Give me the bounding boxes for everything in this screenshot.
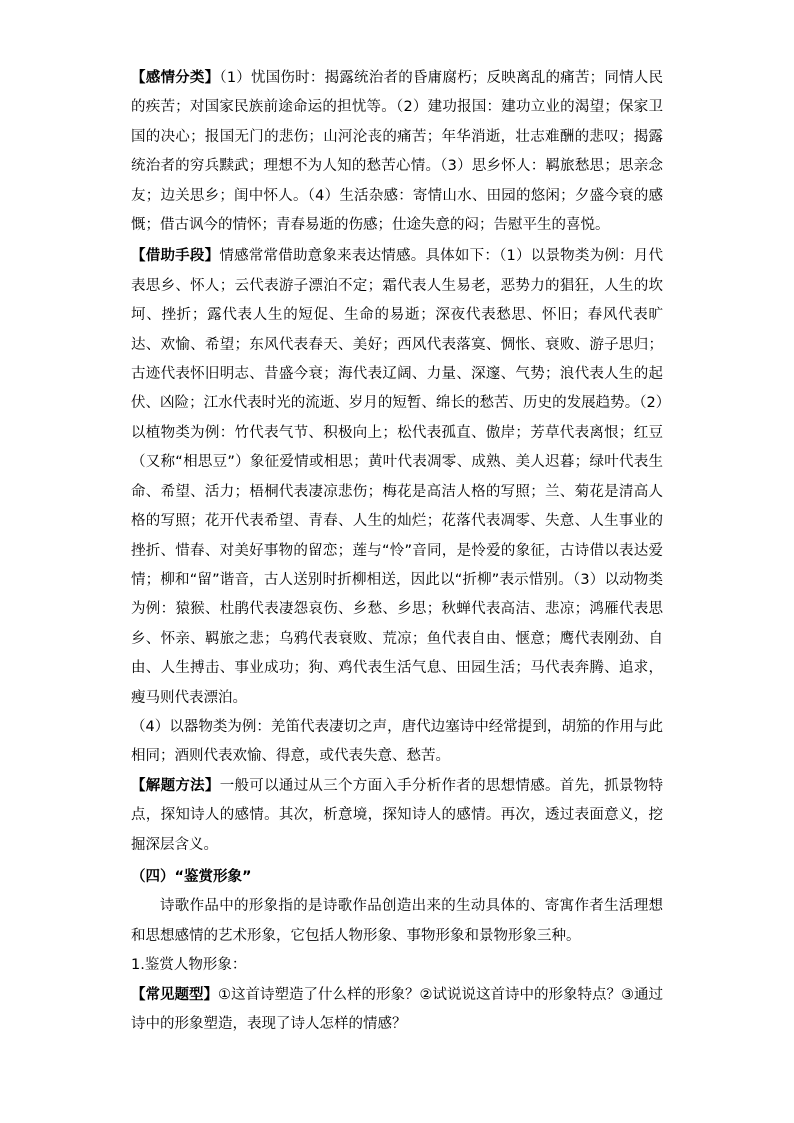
label-common-question-types: 【常见题型】 bbox=[131, 986, 218, 1003]
paragraph-common-question-types bbox=[131, 981, 663, 1040]
text-expressive-means: 情感常常借助意象来表达情感。具体如下：（1）以景物类为例：月代表思乡、怀人；云代表游子漂泊不定；霜代表人生易老，恶势力的猖狂，人生的坎坷、挫折；露代表人生的短促、生命的易逝；深夜代表愁思、怀旧；春风代表旷达、欢愉、希望；东风代表春天、美好；西风代表落寞、惆怅、衰败、游子思归；古迹代表怀旧明志、昔盛今衰；海代表辽阔、力量、深邃、气势；浪代表人生的起伏、凶险；江水代表时光的流逝、岁月的短暂、绵长的愁苦、历史的发展趋势。（2）以植物类为例：竹代表气节、积极向上；松代表孤直、傲岸；芳草代表离恨；红豆（又称“相思豆”）象征爱情或相思；黄叶代表凋零、成熟、美人迟暮；绿叶代表生命、希望、活力；梧桐代表凄凉悲伤；梅花是高洁人格的写照；兰、菊花是清高人格的写照；花开代表希望、青春、人生的灿烂；花落代表凋零、失意、人生事业的挫折、惜春、对美好事物的留恋；莲与“怜”音同，是怜爱的象征，古诗借以表达爱情；柳和“留”谐音，古人送别时折柳相送，因此以“折柳”表示惜别。（3）以动物类为例：猿猴、杜鹃代表凄怨哀伤、乡愁、乡思；秋蝉代表高洁、悲凉；鸿雁代表思乡、怀亲、羁旅之悲；乌鸦代表衰败、荒凉；鱼代表自由、惬意；鹰代表刚劲、自由、人生搏击、事业成功；狗、鸡代表生活气息、田园生活；马代表奔腾、追求，瘦马则代表漂泊。 bbox=[131, 248, 663, 706]
label-emotion-classification: 【感情分类】 bbox=[131, 70, 220, 86]
text-solution-method: 一般可以通过从三个方面入手分析作者的思想情感。首先，抓景物特点，探知诗人的感情。其次，析意境，探知诗人的感情。再次，透过表面意义，挖掘深层含义。 bbox=[131, 777, 664, 853]
paragraph-solution-method bbox=[131, 772, 663, 860]
text-emotion-classification: （1）忧国伤时：揭露统治者的昏庸腐朽；反映离乱的痛苦；同情人民的疾苦；对国家民族前途命运的担忧等。（2）建功报国：建功立业的渴望；保家卫国的决心；报国无门的悲伤；山河沦丧的痛苦；年华消逝，壮志难酬的悲叹；揭露统治者的穷兵黩武；理想不为人知的愁苦心情。（3）思乡怀人：羁旅愁思；思亲念友；边关思乡；闺中怀人。（4）生活杂感：寄情山水、田园的悠闲；夕盛今衰的感慨；借古讽今的情怀；青春易逝的伤感；仕途失意的闷；告慰平生的喜悦。 bbox=[131, 70, 663, 234]
section-heading-appreciate-image: （四）“鉴赏形象” bbox=[131, 868, 252, 885]
paragraph-emotion-classification bbox=[131, 64, 663, 240]
paragraph-expressive-means bbox=[131, 242, 663, 713]
subheading-character-image: 1.鉴赏人物形象： bbox=[131, 957, 247, 974]
text-common-question-types: ①这首诗塑造了什么样的形象？②试说说这首诗中的形象特点？③通过诗中的形象塑造，表现了诗人怎样的情感？ bbox=[131, 986, 663, 1032]
label-expressive-means: 【借助手段】 bbox=[131, 248, 220, 265]
label-solution-method: 【解题方法】 bbox=[131, 777, 220, 794]
paragraph-image-intro: 诗歌作品中的形象指的是诗歌作品创造出来的生动具体的、寄寓作者生活理想和思想感情的艺术形象，它包括人物形象、事物形象和景物形象三种。 bbox=[131, 898, 663, 944]
paragraph-objects-category: （4）以器物类为例：羌笛代表凄切之声，唐代边塞诗中经常提到，胡笳的作用与此相同；酒则代表欢愉、得意，或代表失意、愁苦。 bbox=[131, 718, 663, 765]
document-page bbox=[131, 64, 663, 1039]
